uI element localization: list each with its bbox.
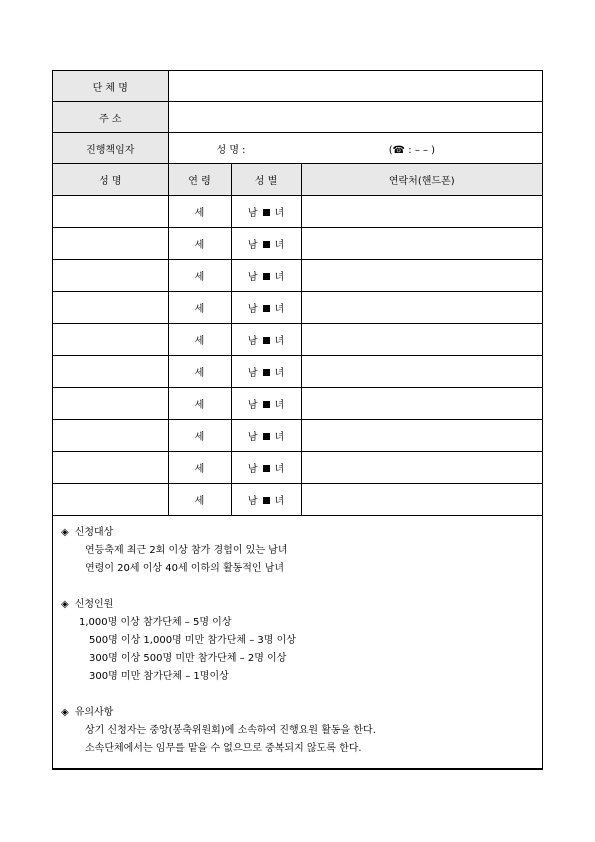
participant-row bbox=[53, 292, 542, 324]
diamond-icon: ◈ bbox=[61, 599, 69, 610]
caution-line: 상기 신청자는 중앙(봉축위원회)에 소속하여 진행요원 활동을 한다. bbox=[85, 725, 376, 736]
col-header-gender: 성 별 bbox=[231, 164, 301, 196]
participant-age-field[interactable] bbox=[168, 356, 231, 388]
checkbox-icon[interactable] bbox=[263, 433, 270, 440]
participant-age-field[interactable] bbox=[168, 484, 231, 516]
age-unit: 세 bbox=[194, 432, 205, 443]
participant-name-field[interactable] bbox=[53, 228, 168, 260]
checkbox-icon[interactable] bbox=[263, 401, 270, 408]
application-form bbox=[52, 70, 543, 770]
female-label: 녀 bbox=[274, 272, 285, 283]
participant-name-field[interactable] bbox=[53, 484, 168, 516]
male-label: 남 bbox=[247, 240, 258, 251]
male-label: 남 bbox=[247, 368, 258, 379]
manager-tel-label: (☎ : – – ) bbox=[388, 144, 436, 156]
checkbox-icon[interactable] bbox=[263, 273, 270, 280]
participant-age-field[interactable] bbox=[168, 452, 231, 484]
checkbox-icon[interactable] bbox=[263, 465, 270, 472]
eligibility-line: 연등축제 최근 2회 이상 참가 경험이 있는 남녀 bbox=[85, 545, 288, 556]
caution-line: 소속단체에서는 임무를 맡을 수 없으므로 중복되지 않도록 한다. bbox=[85, 743, 362, 754]
male-label: 남 bbox=[247, 272, 258, 283]
quota-line: 1,000명 이상 참가단체 – 5명 이상 bbox=[79, 617, 232, 628]
diamond-icon: ◈ bbox=[61, 707, 69, 718]
female-label: 녀 bbox=[274, 432, 285, 443]
female-label: 녀 bbox=[274, 368, 285, 379]
participant-row bbox=[53, 452, 542, 484]
age-unit: 세 bbox=[194, 208, 205, 219]
age-unit: 세 bbox=[194, 272, 205, 283]
participant-name-field[interactable] bbox=[53, 420, 168, 452]
quota-title: 신청인원 bbox=[74, 599, 114, 610]
caution-title: 유의사항 bbox=[74, 707, 114, 718]
male-label: 남 bbox=[247, 432, 258, 443]
female-label: 녀 bbox=[274, 208, 285, 219]
checkbox-icon[interactable] bbox=[263, 369, 270, 376]
participant-age-field[interactable] bbox=[168, 420, 231, 452]
male-label: 남 bbox=[247, 496, 258, 507]
participant-row bbox=[53, 356, 542, 388]
male-label: 남 bbox=[247, 336, 258, 347]
checkbox-icon[interactable] bbox=[263, 305, 270, 312]
participant-contact-field[interactable] bbox=[301, 452, 542, 484]
address-label: 주 소 bbox=[53, 102, 168, 133]
age-unit: 세 bbox=[194, 240, 205, 251]
participant-row bbox=[53, 260, 542, 292]
male-label: 남 bbox=[247, 400, 258, 411]
org-name-field[interactable] bbox=[168, 71, 542, 102]
female-label: 녀 bbox=[274, 304, 285, 315]
male-label: 남 bbox=[247, 304, 258, 315]
female-label: 녀 bbox=[274, 400, 285, 411]
quota-line: 300명 이상 500명 미만 참가단체 – 2명 이상 bbox=[89, 653, 287, 664]
checkbox-icon[interactable] bbox=[263, 209, 270, 216]
participant-contact-field[interactable] bbox=[301, 324, 542, 356]
participant-gender-field[interactable] bbox=[231, 260, 301, 292]
col-header-contact: 연락처(핸드폰) bbox=[301, 164, 542, 196]
form-table bbox=[53, 71, 542, 769]
participant-age-field[interactable] bbox=[168, 228, 231, 260]
participant-gender-field[interactable] bbox=[231, 484, 301, 516]
checkbox-icon[interactable] bbox=[263, 497, 270, 504]
diamond-icon: ◈ bbox=[61, 527, 69, 538]
participant-gender-field[interactable] bbox=[231, 452, 301, 484]
participant-gender-field[interactable] bbox=[231, 420, 301, 452]
participant-contact-field[interactable] bbox=[301, 484, 542, 516]
female-label: 녀 bbox=[274, 240, 285, 251]
eligibility-title: 신청대상 bbox=[74, 527, 114, 538]
eligibility-line: 연령이 20세 이상 40세 이하의 활동적인 남녀 bbox=[85, 563, 285, 574]
checkbox-icon[interactable] bbox=[263, 241, 270, 248]
manager-label: 진행책임자 bbox=[53, 133, 168, 164]
participant-row bbox=[53, 484, 542, 516]
participant-contact-field[interactable] bbox=[301, 356, 542, 388]
participant-age-field[interactable] bbox=[168, 388, 231, 420]
participant-name-field[interactable] bbox=[53, 292, 168, 324]
participant-row bbox=[53, 324, 542, 356]
age-unit: 세 bbox=[194, 336, 205, 347]
age-unit: 세 bbox=[194, 496, 205, 507]
female-label: 녀 bbox=[274, 336, 285, 347]
participant-contact-field[interactable] bbox=[301, 388, 542, 420]
quota-heading bbox=[61, 596, 542, 614]
participant-contact-field[interactable] bbox=[301, 196, 542, 228]
participant-row bbox=[53, 196, 542, 228]
quota-line: 500명 이상 1,000명 미만 참가단체 – 3명 이상 bbox=[89, 635, 296, 646]
participant-name-field[interactable] bbox=[53, 196, 168, 228]
address-field[interactable] bbox=[168, 102, 542, 133]
participant-row bbox=[53, 420, 542, 452]
female-label: 녀 bbox=[274, 496, 285, 507]
participant-contact-field[interactable] bbox=[301, 292, 542, 324]
participant-contact-field[interactable] bbox=[301, 420, 542, 452]
participant-name-field[interactable] bbox=[53, 324, 168, 356]
participant-name-field[interactable] bbox=[53, 260, 168, 292]
eligibility-heading bbox=[61, 524, 542, 542]
participant-gender-field[interactable] bbox=[231, 388, 301, 420]
age-unit: 세 bbox=[194, 464, 205, 475]
org-name-label: 단 체 명 bbox=[53, 71, 168, 102]
manager-name-label: 성 명 : bbox=[216, 144, 246, 156]
checkbox-icon[interactable] bbox=[263, 337, 270, 344]
age-unit: 세 bbox=[194, 304, 205, 315]
participant-name-field[interactable] bbox=[53, 388, 168, 420]
participant-row bbox=[53, 228, 542, 260]
age-unit: 세 bbox=[194, 368, 205, 379]
participant-gender-field[interactable] bbox=[231, 196, 301, 228]
participant-age-field[interactable] bbox=[168, 324, 231, 356]
female-label: 녀 bbox=[274, 464, 285, 475]
col-header-age: 연 령 bbox=[168, 164, 231, 196]
participant-rows bbox=[53, 196, 542, 516]
caution-heading bbox=[61, 704, 542, 722]
male-label: 남 bbox=[247, 464, 258, 475]
participant-contact-field[interactable] bbox=[301, 228, 542, 260]
participant-age-field[interactable] bbox=[168, 292, 231, 324]
notes-section bbox=[53, 516, 542, 768]
participant-gender-field[interactable] bbox=[231, 292, 301, 324]
notes-cell bbox=[53, 516, 542, 769]
participant-gender-field[interactable] bbox=[231, 324, 301, 356]
participant-contact-field[interactable] bbox=[301, 260, 542, 292]
participant-gender-field[interactable] bbox=[231, 228, 301, 260]
age-unit: 세 bbox=[194, 400, 205, 411]
quota-line: 300명 미만 참가단체 – 1명이상 bbox=[89, 671, 229, 682]
participant-gender-field[interactable] bbox=[231, 356, 301, 388]
participant-row bbox=[53, 388, 542, 420]
col-header-name: 성 명 bbox=[53, 164, 168, 196]
participant-name-field[interactable] bbox=[53, 356, 168, 388]
participant-age-field[interactable] bbox=[168, 196, 231, 228]
participant-age-field[interactable] bbox=[168, 260, 231, 292]
male-label: 남 bbox=[247, 208, 258, 219]
participant-name-field[interactable] bbox=[53, 452, 168, 484]
manager-field[interactable] bbox=[168, 133, 542, 164]
